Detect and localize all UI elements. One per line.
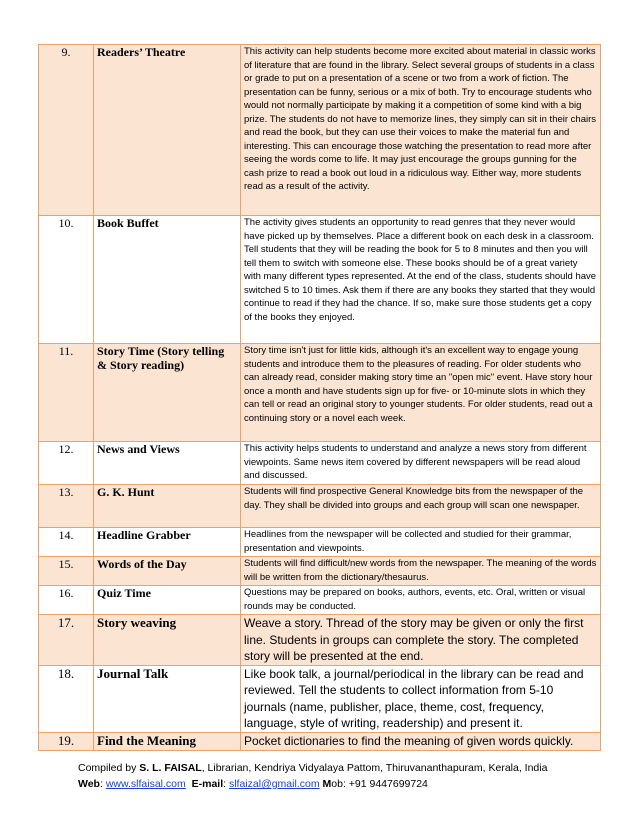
activity-name: Book Buffet <box>94 216 241 344</box>
activity-name: Readers’ Theatre <box>94 45 241 216</box>
activity-description: Students will find prospective General Knowledge bits from the newspaper of the day. They shall be divided into groups and each group will scan one newspaper. <box>241 485 601 528</box>
mobile-number: : +91 9447699724 <box>342 778 428 790</box>
activity-name: Headline Grabber <box>94 528 241 557</box>
table-row <box>39 528 601 557</box>
activity-description: Like book talk, a journal/periodical in the library can be read and reviewed. Tell the students to collect information from 5-10 journals (name, publisher, place, theme, cost, frequency, language, style of writing, readership) and present it. <box>241 665 601 732</box>
table-row <box>39 216 601 344</box>
activity-description: Story time isn't just for little kids, although it's an excellent way to engage young students and introduce them to the pleasures of reading. For older students who can already read, consider making story time an "open mic" event. Have story hour once a month and have students sign up for five- or 10-minute slots in which they can tell or read an original story to younger students. For older students, read out a continuing story or a novel each week. <box>241 344 601 442</box>
activity-description: This activity helps students to understand and analyze a news story from different viewpoints. Same news item covered by different newspapers will be read aloud and discussed. <box>241 442 601 485</box>
table-row <box>39 442 601 485</box>
activity-description: Headlines from the newspaper will be collected and studied for their grammar, presentation and viewpoints. <box>241 528 601 557</box>
row-number: 18. <box>39 665 94 732</box>
activity-name: G. K. Hunt <box>94 485 241 528</box>
author-affiliation: , Librarian, Kendriya Vidyalaya Pattom, Thiruvananthapuram, Kerala, India <box>201 762 548 774</box>
activity-description: Pocket dictionaries to find the meaning of given words quickly. <box>241 732 601 750</box>
activity-description: Questions may be prepared on books, authors, events, etc. Oral, written or visual rounds may be conducted. <box>241 586 601 615</box>
row-number: 13. <box>39 485 94 528</box>
table-row <box>39 732 601 750</box>
row-number: 19. <box>39 732 94 750</box>
table-row <box>39 485 601 528</box>
activity-description: The activity gives students an opportunity to read genres that they never would have picked up by themselves. Place a different book on each desk in a classroom. Tell students that they will be reading the book for 5 to 8 minutes and then you will tell them to switch with someone else. These books should be of a great variety with many different types represented. At the end of the class, students should have switched 5 to 10 times. Ask them if there are any books they started that they would continue to read if they had the chance. If so, make sure those students get a copy of the books they enjoyed. <box>241 216 601 344</box>
activity-name: News and Views <box>94 442 241 485</box>
mobile-label-a: M <box>322 778 332 790</box>
row-number: 17. <box>39 615 94 666</box>
table-row <box>39 344 601 442</box>
footer-contact-line: Web: www.slfaisal.com E-mail: slfaizal@gmail.com Mob: +91 9447699724 <box>78 778 428 790</box>
activity-description: Students will find difficult/new words from the newspaper. The meaning of the words will be written from the dictionary/thesaurus. <box>241 557 601 586</box>
row-number: 10. <box>39 216 94 344</box>
email-label: E-mail <box>191 778 224 790</box>
activity-name: Words of the Day <box>94 557 241 586</box>
activity-name: Find the Meaning <box>94 732 241 750</box>
page-footer <box>78 760 618 792</box>
row-number: 14. <box>39 528 94 557</box>
table-row <box>39 615 601 666</box>
table-row <box>39 45 601 216</box>
mobile-label-b: ob <box>331 778 343 790</box>
website-link[interactable]: www.slfaisal.com <box>105 778 186 790</box>
row-number: 11. <box>39 344 94 442</box>
table-row <box>39 586 601 615</box>
activity-description: This activity can help students become more excited about material in classic works of literature that are found in the library. Select several groups of students in a class or grade to put on a presentation of a scene or two from a work of fiction. The presentation can be funny, serious or a mix of both. Try to encourage students who would not normally participate by making it a competition of some kind with a big prize. The students do not have to memorize lines, they simply can sit in their chairs and read the book, but they can use their voices to make the material fun and interesting. This can encourage those watching the presentation to read more after seeing the words come to life. It may just encourage the groups gunning for the cash prize to read a book out loud in a ridiculous way. Either way, more students read as a result of the activity. <box>241 45 601 216</box>
footer-credit-line <box>78 760 618 776</box>
activity-description: Weave a story. Thread of the story may be given or only the first line. Students in groups can complete the story. The completed story will be presented at the end. <box>241 615 601 666</box>
activity-name: Quiz Time <box>94 586 241 615</box>
activity-name: Story Time (Story telling & Story reading) <box>94 344 241 442</box>
author-name: S. L. FAISAL <box>139 762 202 774</box>
activities-table <box>38 44 601 751</box>
row-number: 12. <box>39 442 94 485</box>
table-row <box>39 665 601 732</box>
activity-name: Story weaving <box>94 615 241 666</box>
web-label: Web <box>78 778 100 790</box>
email-link[interactable]: slfaizal@gmail.com <box>228 778 320 790</box>
table-row <box>39 557 601 586</box>
row-number: 9. <box>39 45 94 216</box>
compiled-prefix: Compiled by <box>78 762 140 774</box>
row-number: 16. <box>39 586 94 615</box>
activity-name: Journal Talk <box>94 665 241 732</box>
row-number: 15. <box>39 557 94 586</box>
